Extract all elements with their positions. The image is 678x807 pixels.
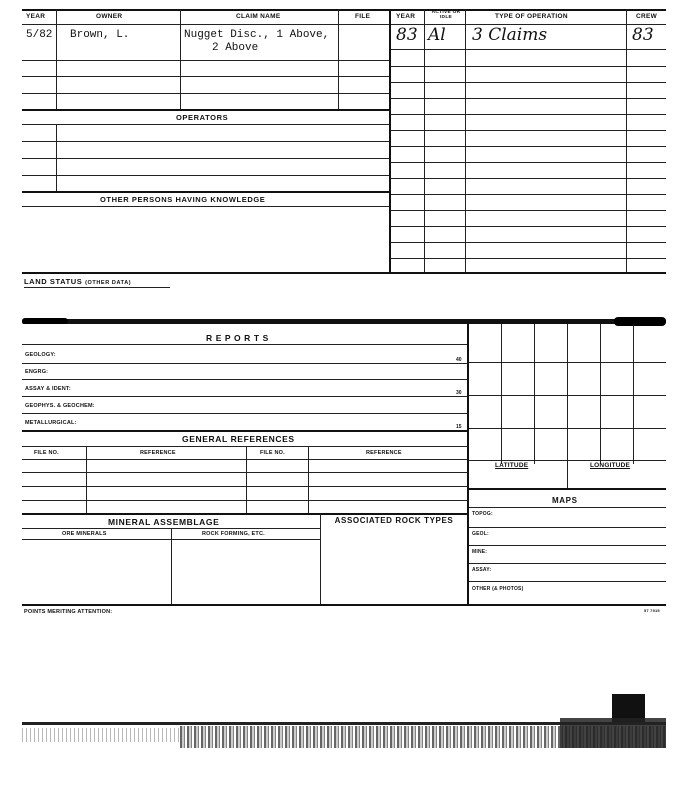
- reports-top-band: [22, 319, 666, 324]
- row-line: [22, 344, 468, 345]
- report-assay-num: 30: [456, 390, 462, 396]
- right-row-line: [391, 146, 666, 147]
- activity-crew: 83: [632, 25, 654, 45]
- right-row-line: [391, 98, 666, 99]
- row-line: [22, 379, 468, 380]
- right-row-line: [391, 66, 666, 67]
- associated-rock-types: ASSOCIATED ROCK TYPES: [334, 516, 454, 525]
- row-line: [22, 141, 389, 142]
- grid-line: [469, 395, 666, 396]
- grid-line: [469, 428, 666, 429]
- right-row-line: [391, 130, 666, 131]
- map-geol: GEOL:: [472, 531, 489, 537]
- owner-name: Brown, L.: [70, 29, 130, 41]
- owner-year: 5/82: [26, 29, 53, 41]
- row-line: [469, 563, 666, 564]
- activity-status: Al: [428, 25, 446, 45]
- land-status-underline: [24, 287, 170, 288]
- maps-heading: MAPS: [552, 496, 578, 505]
- report-geology: GEOLOGY:: [25, 352, 56, 358]
- row-line: [22, 472, 468, 473]
- right-row-line: [391, 226, 666, 227]
- report-geophys: GEOPHYS. & GEOCHEM:: [25, 403, 95, 409]
- land-status-heading: [24, 277, 131, 286]
- report-geology-num: 40: [456, 357, 462, 363]
- land-status-label: LAND STATUS: [24, 277, 83, 286]
- ref-file-no-1: FILE NO.: [34, 450, 59, 456]
- row-line: [22, 175, 389, 176]
- header-claim-name: CLAIM NAME: [236, 13, 281, 20]
- row-line: [22, 109, 389, 111]
- header-crew: CREW: [636, 13, 658, 20]
- reports-heading: R E P O R T S: [206, 333, 269, 343]
- header-owner: OWNER: [96, 13, 123, 20]
- right-row-line: [391, 242, 666, 243]
- row-line: [22, 430, 468, 432]
- row-line: [22, 191, 389, 193]
- scan-smudge: [614, 317, 666, 326]
- grid-line: [469, 488, 666, 490]
- grid-line: [600, 324, 601, 464]
- general-references-heading: GENERAL REFERENCES: [182, 434, 295, 444]
- bottom-border: [22, 604, 666, 606]
- row-line: [22, 158, 389, 159]
- row-line: [22, 486, 468, 487]
- grid-line: [501, 324, 502, 464]
- right-row-line: [391, 162, 666, 163]
- other-persons-heading: OTHER PERSONS HAVING KNOWLEDGE: [100, 195, 266, 204]
- right-row-line: [391, 210, 666, 211]
- header-file: FILE: [355, 13, 371, 20]
- ref-reference-1: REFERENCE: [140, 450, 176, 456]
- longitude-label: LONGITUDE: [590, 462, 631, 469]
- row-line: [22, 76, 389, 77]
- row-line: [22, 124, 389, 125]
- activity-type: 3 Claims: [472, 25, 548, 45]
- claim-name-cont: 2 Above: [212, 42, 259, 54]
- top-border: [22, 9, 666, 11]
- scan-smudge: [22, 318, 68, 324]
- report-metallurgical: METALLURGICAL:: [25, 420, 77, 426]
- grid-line: [534, 324, 535, 464]
- row-line: [22, 513, 468, 515]
- right-row-line: [391, 258, 666, 259]
- row-line: [22, 413, 468, 414]
- ref-file-no-2: FILE NO.: [260, 450, 285, 456]
- grid-line: [633, 324, 634, 464]
- form-number: 57 7915: [644, 608, 660, 613]
- row-line: [469, 507, 666, 508]
- grid-line: [469, 460, 666, 461]
- row-line: [22, 459, 468, 460]
- scan-noise-dark: [560, 718, 666, 748]
- latitude-label: LATITUDE: [495, 462, 529, 469]
- points-meriting-attention: POINTS MERITING ATTENTION:: [24, 609, 113, 615]
- grid-line: [469, 362, 666, 363]
- report-assay: ASSAY & IDENT:: [25, 386, 71, 392]
- operators-heading: OPERATORS: [176, 113, 229, 122]
- right-row-line: [391, 49, 666, 50]
- row-line: [22, 60, 389, 61]
- grid-line: [567, 324, 568, 488]
- row-line: [22, 446, 468, 447]
- col-line: [320, 513, 321, 605]
- header-divider: [22, 24, 666, 25]
- right-row-line: [391, 82, 666, 83]
- row-line: [22, 396, 468, 397]
- row-line: [469, 545, 666, 546]
- report-engrg: ENGRG:: [25, 369, 49, 375]
- activity-year: 83: [396, 25, 418, 45]
- rock-forming-label: ROCK FORMING, ETC.: [202, 531, 265, 537]
- mineral-assemblage-heading: MINERAL ASSEMBLAGE: [108, 517, 220, 527]
- right-row-line: [391, 178, 666, 179]
- col-line: [171, 528, 172, 605]
- col-line: [86, 446, 87, 514]
- right-row-line: [391, 114, 666, 115]
- header-type-of-operation: TYPE OF OPERATION: [495, 13, 568, 20]
- map-other: OTHER (& PHOTOS): [472, 586, 524, 592]
- row-line: [22, 500, 468, 501]
- claim-name: Nugget Disc., 1 Above,: [184, 29, 330, 41]
- right-row-line: [391, 194, 666, 195]
- header-active-or-idle: ACTIVE OR IDLE: [431, 10, 461, 20]
- map-assay: ASSAY:: [472, 567, 492, 573]
- row-line: [22, 363, 468, 364]
- row-line: [22, 206, 389, 207]
- header-year-2: YEAR: [396, 13, 416, 20]
- row-line: [469, 527, 666, 528]
- row-line: [469, 581, 666, 582]
- col-line: [246, 446, 247, 514]
- map-mine: MINE:: [472, 549, 488, 555]
- col-line: [308, 446, 309, 514]
- header-year: YEAR: [26, 13, 46, 20]
- land-status-sub: (OTHER DATA): [85, 280, 132, 286]
- ref-reference-2: REFERENCE: [366, 450, 402, 456]
- ore-minerals-label: ORE MINERALS: [62, 531, 107, 537]
- row-line: [22, 93, 389, 94]
- map-topog: TOPOG:: [472, 511, 493, 517]
- report-metallurgical-num: 15: [456, 424, 462, 430]
- scan-noise: [22, 728, 180, 742]
- row-line: [22, 272, 666, 274]
